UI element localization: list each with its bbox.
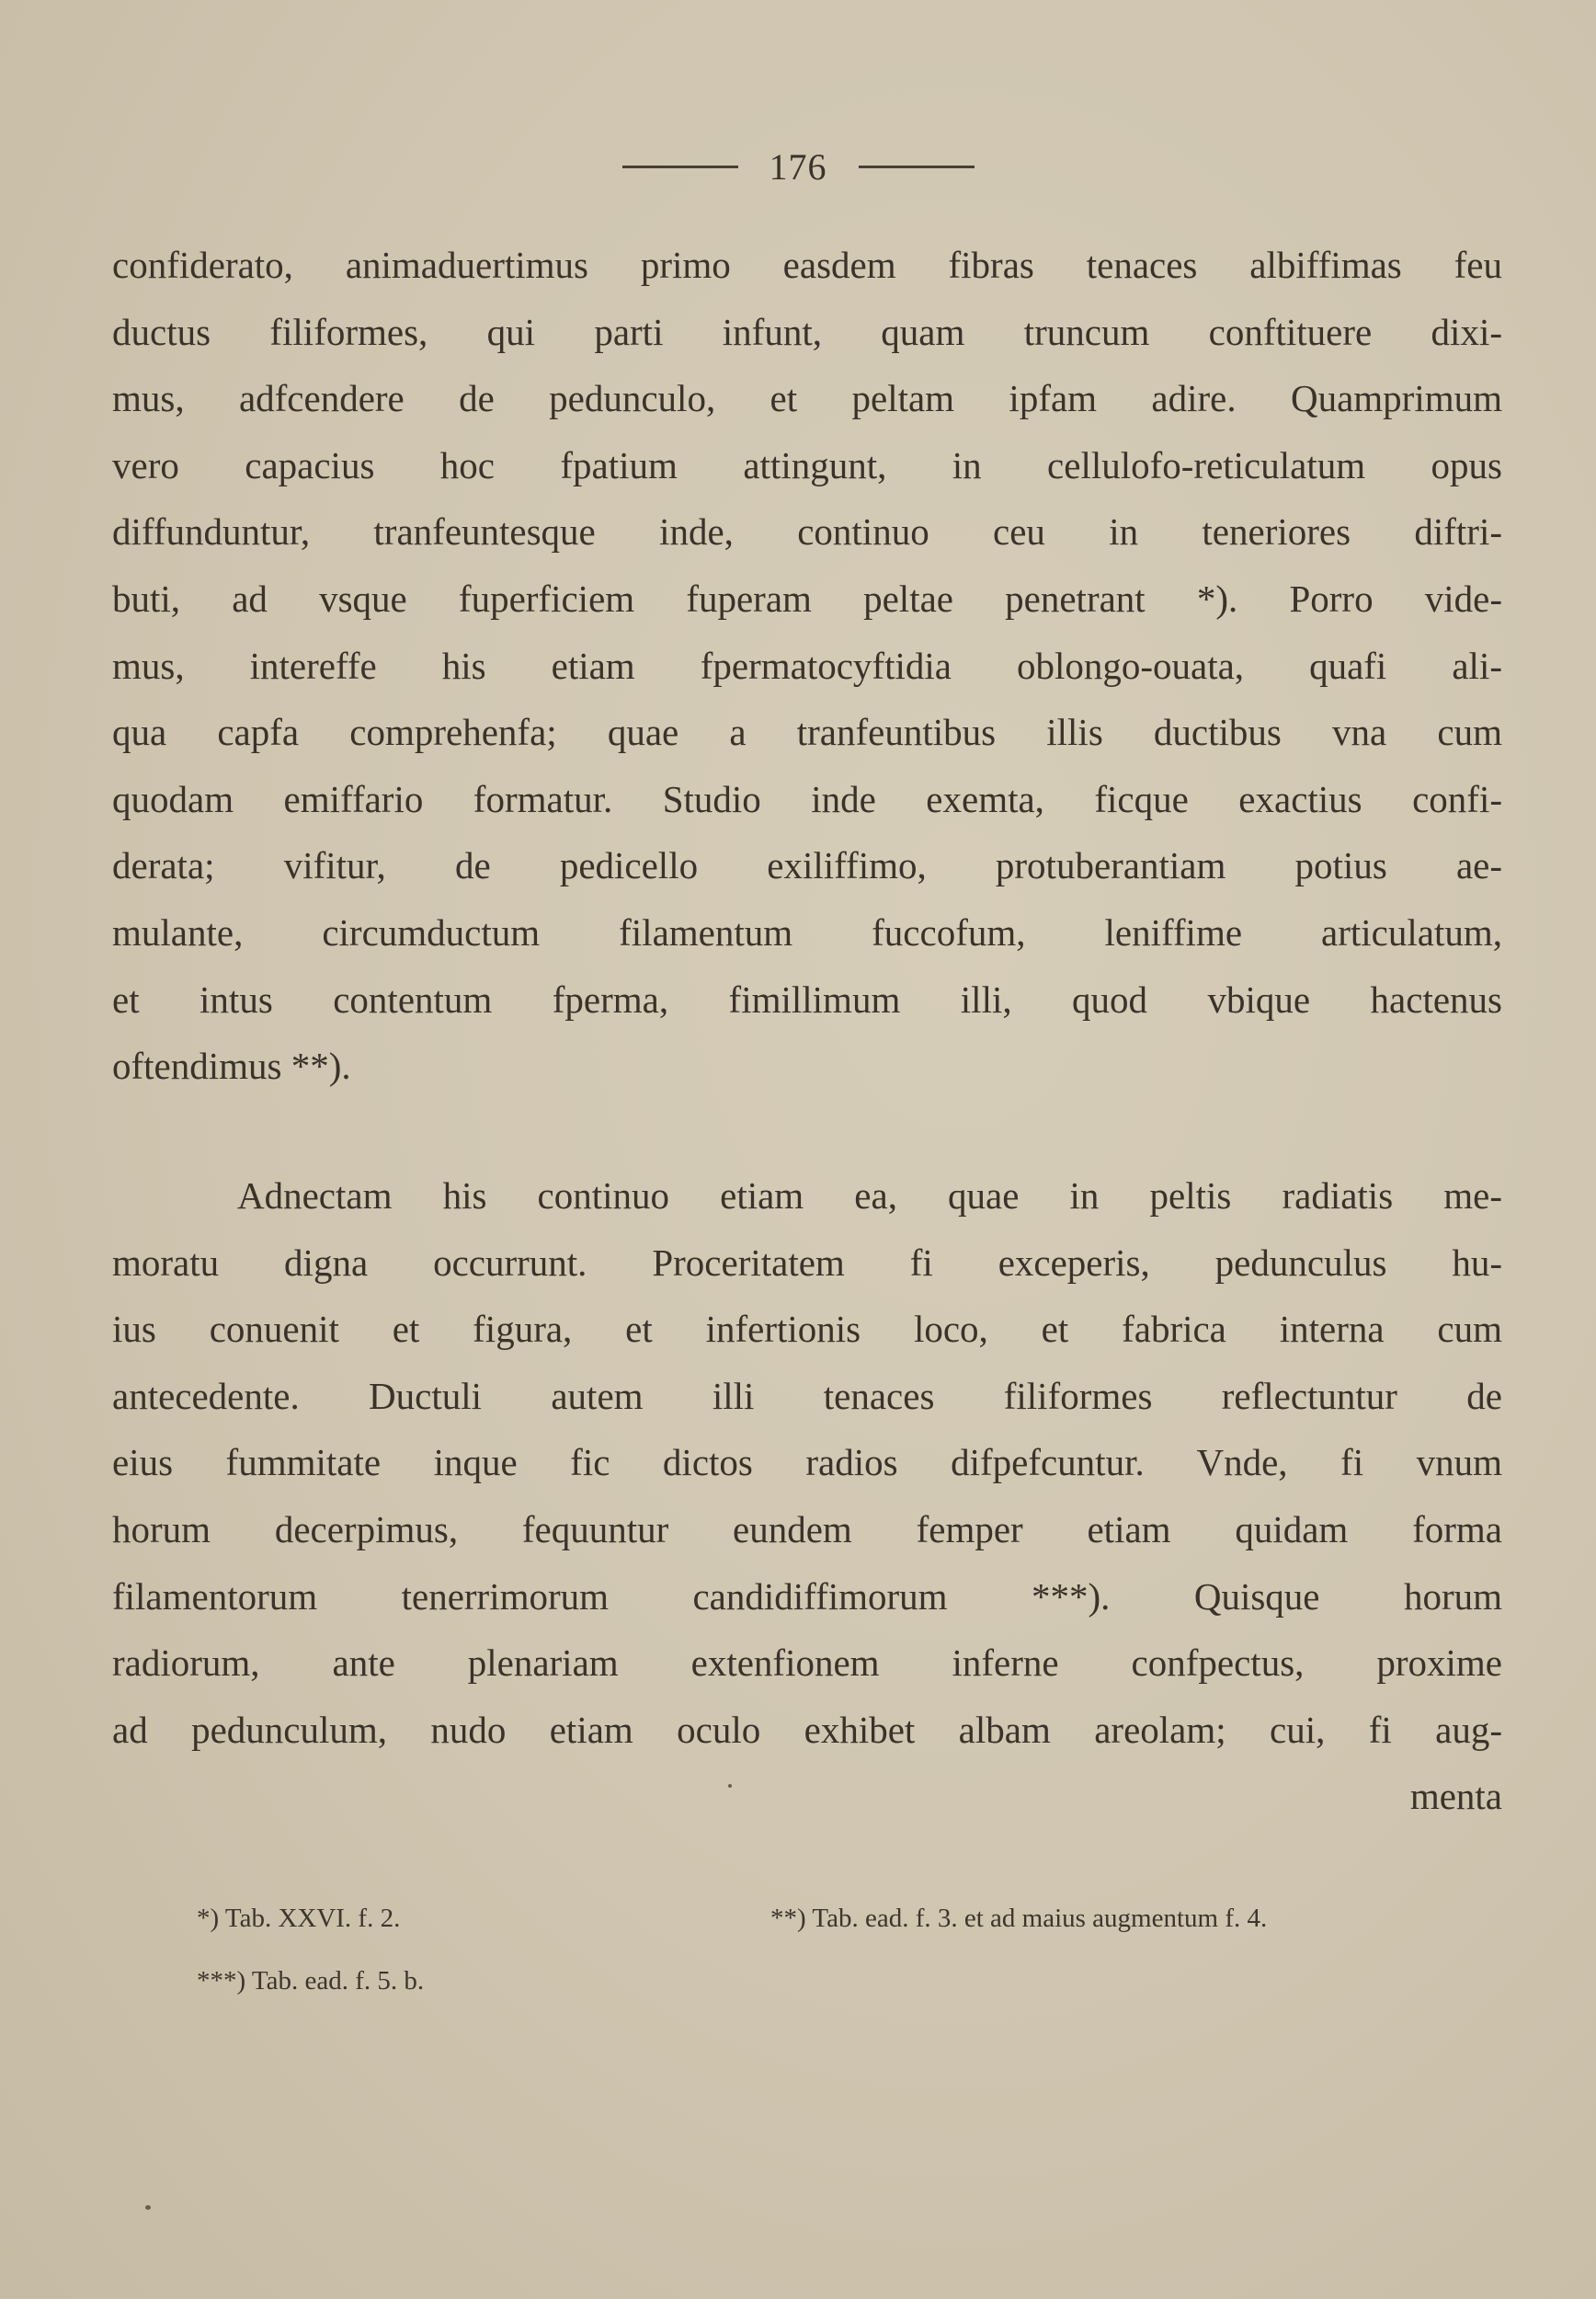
paragraph-2 — [112, 1162, 1502, 1830]
text-line: ad pedunculum, nudo etiam oculo exhibet albam areolam; cui, fi aug- — [112, 1708, 1502, 1751]
text-line: mus, intereffe his etiam fpermatocyftidia oblongo-ouata, quafi ali- — [112, 644, 1502, 687]
text-line: derata; vifitur, de pedicello exiliffimo, protuberantiam potius ae- — [112, 844, 1502, 887]
text-line: Adnectam his continuo etiam ea, quae in peltis radiatis me- — [237, 1174, 1502, 1217]
footnote-1: *) Tab. XXVI. f. 2. — [197, 1903, 401, 1933]
text-line: vero capacius hoc fpatium attingunt, in cellulofo-reticulatum opus — [112, 443, 1502, 486]
text-line: et intus contentum fperma, fimillimum illi, quod vbique hactenus — [112, 978, 1502, 1021]
text-line: eius fummitate inque fic dictos radios difpefcuntur. Vnde, fi vnum — [112, 1441, 1502, 1484]
text-line: oftendimus **). — [112, 1045, 351, 1088]
header-rule-left — [622, 166, 738, 168]
footnotes — [197, 1887, 1484, 2012]
page-header — [0, 145, 1596, 189]
page-number: 176 — [769, 146, 827, 188]
text-line: filamentorum tenerrimorum candidiffimorum ***). Quisque horum — [112, 1574, 1502, 1618]
text-line: quodam emiffario formatur. Studio inde exemta, ficque exactius confi- — [112, 777, 1502, 820]
header-rule-right — [859, 166, 975, 168]
text-line: qua capfa comprehenfa; quae a tranfeuntibus illis ductibus vna cum — [112, 711, 1502, 754]
text-line: radiorum, ante plenariam extenfionem inferne confpectus, proxime — [112, 1641, 1502, 1685]
footnote-3: ***) Tab. ead. f. 5. b. — [197, 1965, 425, 1996]
paper-speck — [728, 1784, 732, 1788]
text-line: diffunduntur, tranfeuntesque inde, continuo ceu in teneriores diftri- — [112, 510, 1502, 554]
paper-speck — [145, 2205, 151, 2210]
text-line: mulante, circumductum filamentum fuccofum, leniffime articulatum, — [112, 910, 1502, 954]
text-line: ductus filiformes, qui parti infunt, quam truncum conftituere dixi- — [112, 310, 1502, 353]
text-line: confiderato, animaduertimus primo easdem fibras tenaces albiffimas feu — [112, 244, 1502, 286]
footnote-2: **) Tab. ead. f. 3. et ad maius augmentum f. 4. — [770, 1903, 1268, 1933]
text-line: antecedente. Ductuli autem illi tenaces filiformes reflectuntur de — [112, 1374, 1502, 1417]
paragraph-1 — [112, 232, 1502, 1100]
footnote-row — [197, 1887, 1484, 1950]
text-line: ius conuenit et figura, et infertionis loco, et fabrica interna cum — [112, 1308, 1502, 1351]
catchword: menta — [1409, 1775, 1502, 1818]
text-line: mus, adfcendere de pedunculo, et peltam ipfam adire. Quamprimum — [112, 377, 1502, 420]
footnote-row — [197, 1950, 1484, 2012]
text-line: horum decerpimus, fequuntur eundem femper etiam quidam forma — [112, 1507, 1502, 1550]
text-line: buti, ad vsque fuperficiem fuperam peltae penetrant *). Porro vide- — [112, 577, 1502, 620]
text-line: moratu digna occurrunt. Proceritatem fi exceperis, pedunculus hu- — [112, 1241, 1502, 1284]
